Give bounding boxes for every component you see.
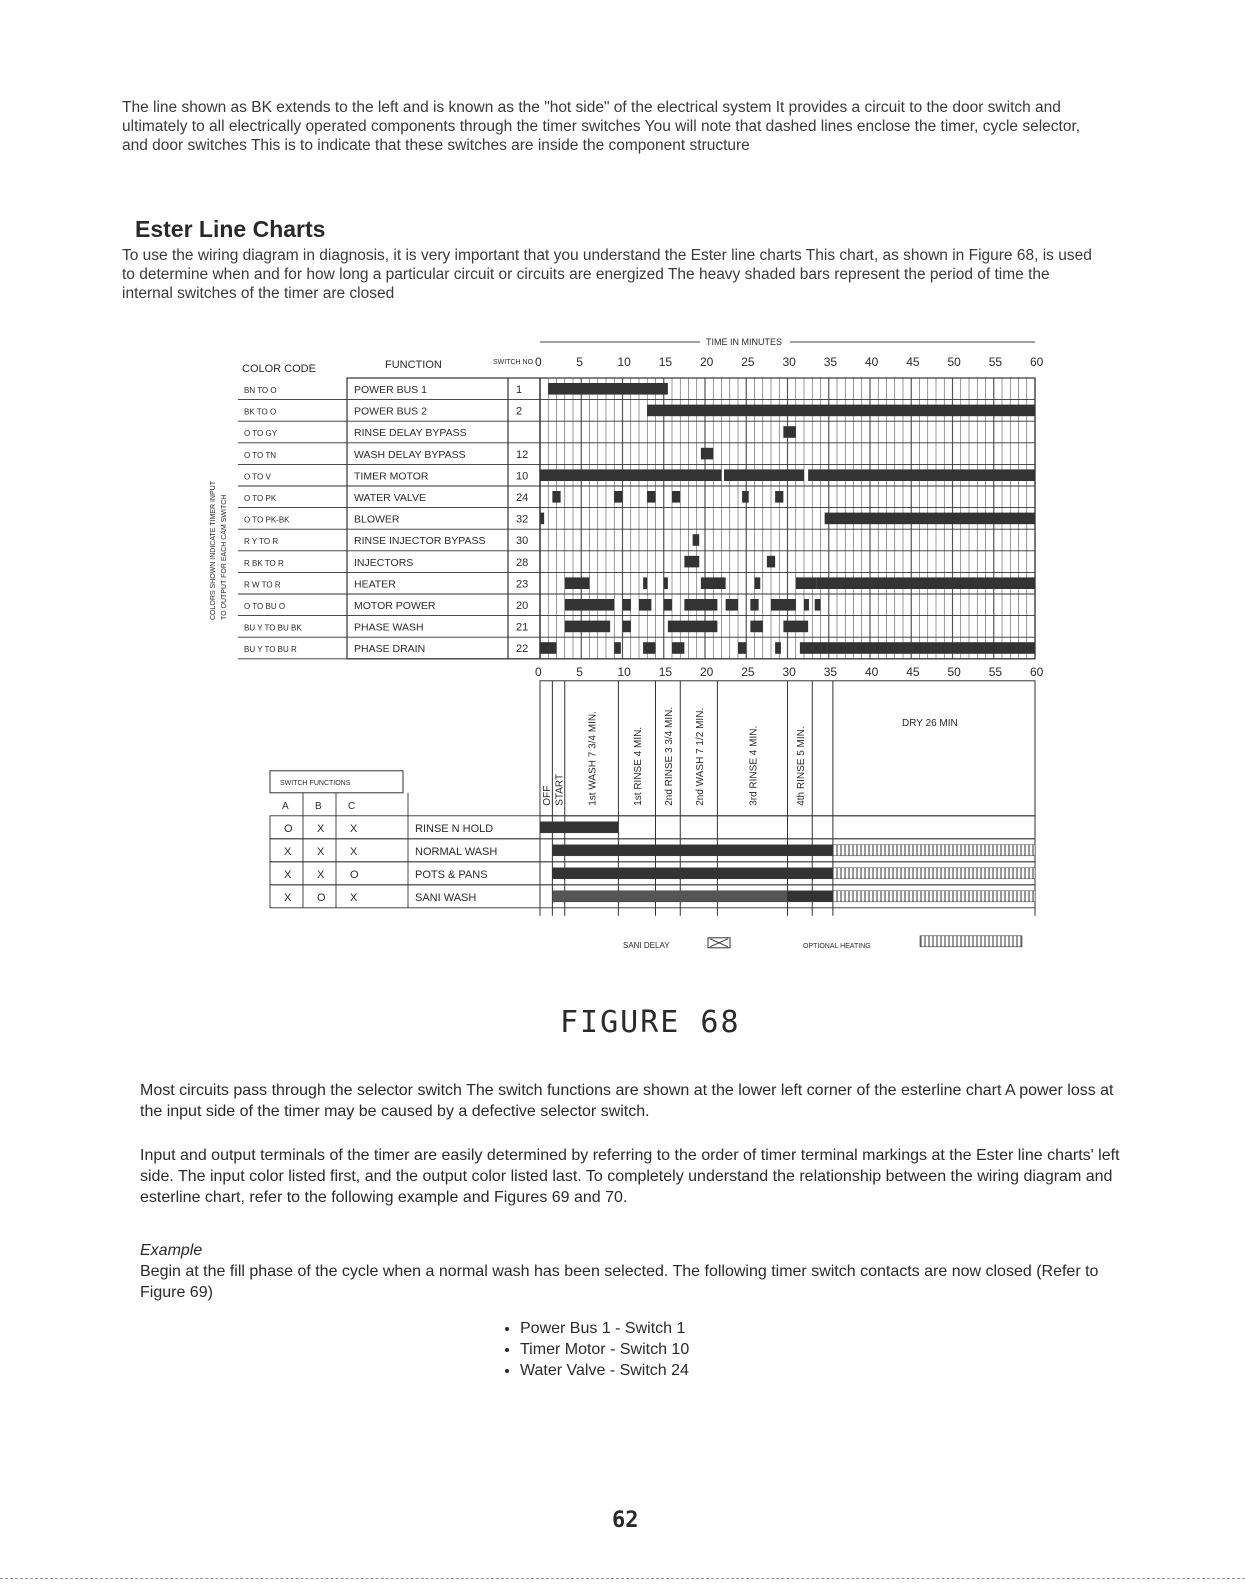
timer-bar xyxy=(755,577,761,589)
row-function: BLOWER xyxy=(354,513,400,526)
sf-cell-b: X xyxy=(317,868,325,881)
timer-bar xyxy=(775,491,783,503)
row-color-code: BU Y TO BU BK xyxy=(244,623,302,633)
timer-bar xyxy=(614,491,622,503)
phase-label: 2nd RINSE 3 3/4 MIN. xyxy=(663,706,675,806)
switch-header: C xyxy=(348,800,356,812)
example-heading: Example xyxy=(140,1242,203,1259)
timer-bar xyxy=(771,599,796,611)
selector-paragraph: Most circuits pass through the selector switch The switch functions are shown at the lower left corner of the esterline chart A power loss at the input side of the timer may be caused by a defective selector switch. xyxy=(140,1082,1114,1120)
phase-label: 1st RINSE 4 MIN. xyxy=(632,726,644,806)
page-number: 62 xyxy=(612,1508,639,1533)
list-item: • Timer Motor - Switch 10 xyxy=(520,1339,689,1360)
timer-bar xyxy=(664,599,672,611)
side-note-1: COLORS SHOWN INDICATE TIMER INPUT xyxy=(210,481,217,620)
timer-bar xyxy=(816,577,1035,589)
row-switch-no: 30 xyxy=(516,535,529,548)
bottom-tick-label: 15 xyxy=(658,664,673,679)
sf-cell-a: X xyxy=(284,891,292,904)
sf-cell-c: X xyxy=(350,891,358,904)
sf-label: POTS & PANS xyxy=(415,868,488,881)
timer-bar xyxy=(540,469,722,481)
row-color-code: R W TO R xyxy=(244,580,281,590)
timer-bar xyxy=(647,491,655,503)
row-function: RINSE DELAY BYPASS xyxy=(354,427,467,440)
row-switch-no: 24 xyxy=(516,492,529,504)
phase-label: 2nd WASH 7 1/2 MIN. xyxy=(694,707,706,806)
timer-bar xyxy=(684,556,699,568)
top-tick-label: 40 xyxy=(865,355,879,369)
cycle-bar xyxy=(540,822,618,833)
row-switch-no: 10 xyxy=(516,470,529,483)
top-tick-label: 0 xyxy=(535,355,542,369)
cycle-bar xyxy=(552,845,833,856)
row-function: WATER VALVE xyxy=(354,492,426,504)
row-color-code: O TO PK xyxy=(244,494,277,503)
timer-bar xyxy=(693,534,700,546)
top-tick-label: 5 xyxy=(576,355,583,369)
top-tick-label: 35 xyxy=(823,355,838,369)
top-tick-label: 60 xyxy=(1030,355,1044,369)
timer-bar xyxy=(540,642,557,654)
phase-label: 3rd RINSE 4 MIN. xyxy=(748,725,760,806)
timer-bar xyxy=(639,599,651,611)
cycle-bar xyxy=(788,891,833,902)
legend-sani-label: SANI DELAY xyxy=(623,940,670,950)
cycle-bar xyxy=(552,891,787,902)
list-item: • Water Valve - Switch 24 xyxy=(520,1360,689,1381)
sf-cell-c: X xyxy=(350,845,358,858)
sf-label: SANI WASH xyxy=(415,891,477,904)
row-color-code: BN TO O xyxy=(244,386,277,395)
top-tick-label: 10 xyxy=(617,355,631,369)
bottom-tick-label: 20 xyxy=(700,664,714,679)
function-header: FUNCTION xyxy=(385,359,442,371)
bottom-tick-label: 55 xyxy=(988,664,1003,679)
bottom-tick-label: 30 xyxy=(782,664,796,679)
intro-paragraph: The line shown as BK extends to the left and is known as the "hot side" of the electrical system It provides a circuit to the door switch and ultimately to all electrically operated components through the timer switches You will note that dashed lines enclose the timer, cycle selector, and door switches This is to indicate that these switches are inside the component structure xyxy=(122,99,1081,154)
bottom-tick-label: 45 xyxy=(906,664,920,679)
top-tick-label: 55 xyxy=(988,355,1003,369)
row-switch-no: 20 xyxy=(516,600,529,612)
row-color-code: O TO TN xyxy=(244,450,277,460)
bottom-tick-label: 60 xyxy=(1030,664,1044,679)
row-switch-no: 23 xyxy=(516,578,529,591)
bottom-tick-label: 0 xyxy=(535,664,542,679)
row-color-code: R BK TO R xyxy=(244,558,284,568)
row-switch-no: 21 xyxy=(516,621,529,634)
row-switch-no: 22 xyxy=(516,643,529,656)
row-switch-no: 1 xyxy=(516,384,523,396)
timer-bar xyxy=(775,642,781,654)
switch-functions-title: SWITCH FUNCTIONS xyxy=(280,779,351,787)
terminals-paragraph: Input and output terminals of the timer are easily determined by referring to the order of timer terminal markings at the Ester line charts' left side. The input color listed first, and the output color listed last. To completely understand the relationship between the wiring diagram and esterline chart, refer to the following example and Figures 69 and 70. xyxy=(140,1147,1120,1206)
row-function: POWER BUS 2 xyxy=(354,405,427,418)
timer-bar xyxy=(614,642,621,654)
timer-bar xyxy=(804,599,809,611)
figure-caption: FIGURE 68 xyxy=(560,1005,741,1040)
row-switch-no: 2 xyxy=(516,405,523,418)
timer-bar xyxy=(783,621,808,633)
timer-bar xyxy=(565,577,590,589)
row-switch-no: 12 xyxy=(516,448,529,461)
sf-row xyxy=(270,816,1035,839)
row-color-code: O TO GY xyxy=(244,429,278,439)
cycle-bar xyxy=(552,868,833,879)
timer-bar xyxy=(701,577,726,589)
row-function: MOTOR POWER xyxy=(354,600,436,612)
switch-header: B xyxy=(315,800,322,812)
timer-bar xyxy=(742,491,749,503)
top-tick-label: 25 xyxy=(741,355,755,369)
row-function: PHASE WASH xyxy=(354,621,424,634)
page-bottom-rule xyxy=(0,1578,1245,1579)
timer-bar xyxy=(548,383,668,395)
sf-label: RINSE N HOLD xyxy=(415,822,494,835)
cycle-bar xyxy=(833,845,1035,856)
phase-label: OFF xyxy=(542,785,554,806)
example-text: Begin at the fill phase of the cycle when a normal wash has been selected. The following timer switch contacts are now closed (Refer to Figure 69) xyxy=(140,1263,1099,1301)
row-switch-no: 28 xyxy=(516,556,529,569)
row-color-code: R Y TO R xyxy=(244,537,279,547)
timer-bar xyxy=(623,599,631,611)
list-item: • Power Bus 1 - Switch 1 xyxy=(520,1318,689,1339)
row-color-code: O TO PK-BK xyxy=(244,515,290,525)
cycle-bar xyxy=(833,891,1035,902)
row-function: HEATER xyxy=(354,578,396,591)
timer-bar xyxy=(552,491,560,503)
top-tick-label: 50 xyxy=(947,355,961,369)
timer-bar xyxy=(800,642,1002,654)
timer-bar xyxy=(767,556,775,568)
bottom-tick-label: 25 xyxy=(741,664,755,679)
legend-heating-label: OPTIONAL HEATING xyxy=(803,942,871,950)
sf-cell-b: X xyxy=(317,822,325,835)
timer-bar xyxy=(1002,642,1035,654)
side-note-2: TO OUTPUT FOR EACH CAM SWITCH xyxy=(221,494,228,620)
timer-bar xyxy=(796,577,817,589)
row-color-code: BK TO O xyxy=(244,407,277,417)
phase-label: 1st WASH 7 3/4 MIN. xyxy=(587,711,599,806)
bottom-tick-label: 5 xyxy=(576,664,583,679)
row-color-code: O TO V xyxy=(244,472,271,482)
row-function: POWER BUS 1 xyxy=(354,384,427,396)
color-code-header: COLOR CODE xyxy=(242,363,316,375)
bottom-tick-label: 50 xyxy=(947,664,961,679)
esterline-chart xyxy=(0,330,1245,1050)
sf-cell-b: X xyxy=(317,845,325,858)
bottom-tick-label: 40 xyxy=(865,664,879,679)
timer-bar xyxy=(726,599,738,611)
dry-phase-label: DRY 26 MIN xyxy=(902,717,958,729)
row-function: INJECTORS xyxy=(354,556,414,569)
switch-list xyxy=(502,1318,689,1381)
timer-bar xyxy=(565,599,615,611)
timer-bar xyxy=(825,513,1035,525)
example-block xyxy=(140,1240,1120,1303)
top-tick-label: 20 xyxy=(700,355,714,369)
timer-bar xyxy=(668,621,718,633)
timer-bar xyxy=(750,599,758,611)
switch-header: A xyxy=(282,800,289,812)
bottom-tick-label: 35 xyxy=(823,664,838,679)
phase-label: 4th RINSE 5 MIN. xyxy=(795,726,807,806)
top-tick-label: 30 xyxy=(782,355,796,369)
timer-bar xyxy=(684,599,717,611)
timer-bar xyxy=(672,642,684,654)
top-tick-label: 15 xyxy=(658,355,673,369)
section-title: Ester Line Charts xyxy=(135,216,326,242)
timer-bar xyxy=(808,469,1035,481)
timer-bar xyxy=(643,577,647,589)
timer-bar xyxy=(623,621,631,633)
timer-bar xyxy=(664,577,668,589)
bottom-tick-label: 10 xyxy=(617,664,631,679)
timer-bar xyxy=(647,405,1035,417)
cycle-bar xyxy=(833,868,1035,879)
row-function: PHASE DRAIN xyxy=(354,643,426,656)
row-color-code: BU Y TO BU R xyxy=(244,645,297,655)
row-color-code: O TO BU O xyxy=(244,602,286,611)
timer-bar xyxy=(540,513,544,525)
timer-bar xyxy=(815,599,821,611)
timer-bar xyxy=(672,491,680,503)
timer-bar xyxy=(738,642,746,654)
sf-cell-a: X xyxy=(284,868,292,881)
row-switch-no: 32 xyxy=(516,513,529,526)
row-function: TIMER MOTOR xyxy=(354,470,429,483)
timer-bar xyxy=(724,469,804,481)
timer-bar xyxy=(750,621,762,633)
top-tick-label: 45 xyxy=(906,355,920,369)
timer-bar xyxy=(565,621,610,633)
sf-cell-b: O xyxy=(317,891,326,904)
section-paragraph: To use the wiring diagram in diagnosis, it is very important that you understand the Ester line charts This chart, as shown in Figure 68, is used to determine when and for how long a particular circuit or circuits are energized The heavy shaded bars represent the period of time the internal switches of the timer are closed xyxy=(122,247,1092,302)
timer-bar xyxy=(701,448,713,460)
timer-bar xyxy=(643,642,655,654)
row-function: RINSE INJECTOR BYPASS xyxy=(354,535,486,548)
sf-cell-c: O xyxy=(350,868,359,881)
time-label: TIME IN MINUTES xyxy=(706,337,782,347)
sf-cell-c: X xyxy=(350,822,358,835)
legend-heating-swatch xyxy=(920,936,1022,947)
phase-label: START xyxy=(554,773,566,806)
sf-label: NORMAL WASH xyxy=(415,845,498,858)
sf-cell-a: O xyxy=(284,822,293,835)
timer-bar xyxy=(783,426,795,438)
sf-cell-a: X xyxy=(284,845,292,858)
switch-no-header: SWITCH NO xyxy=(493,359,534,366)
row-function: WASH DELAY BYPASS xyxy=(354,448,466,461)
